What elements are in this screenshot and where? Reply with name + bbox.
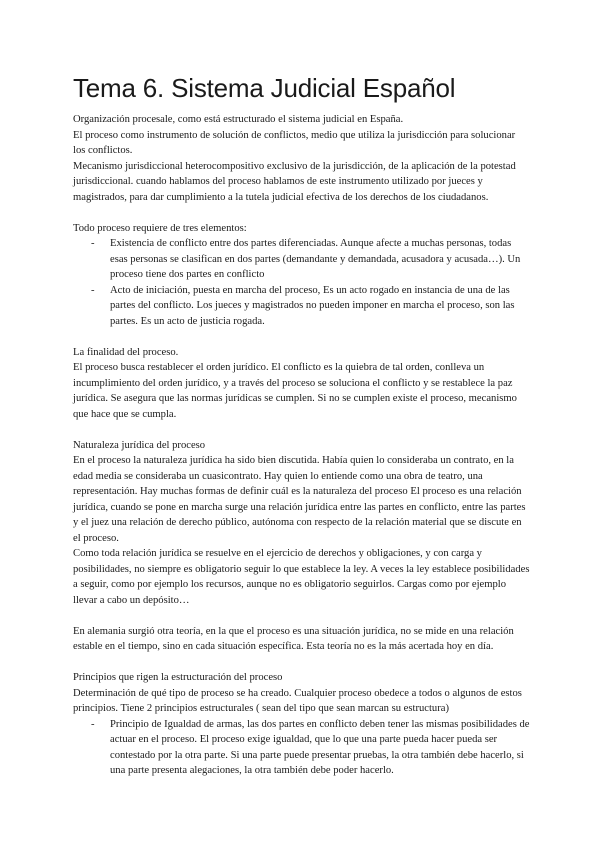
intro-paragraph-1: Organización procesale, como está estructurado el sistema judicial en España.: [73, 114, 404, 125]
naturaleza-text-3: En alemania surgió otra teoría, en la que el proceso es una situación jurídica, no se mide en una relación estable en el tiempo, sino en cada situación específica. Esta teoría no es la más acertada hoy en día.: [73, 625, 514, 652]
principios-heading: Principios que rigen la estructuración del proceso: [73, 672, 283, 683]
principios-text: Determinación de qué tipo de proceso se ha creado. Cualquier proceso obedece a todos o algunos de estos principios. Tiene 2 principios estructurales ( sean del tipo que sean marcan su estructura): [73, 687, 522, 714]
list-item: - Existencia de conflicto entre dos partes diferenciadas. Aunque afecte a muchas personas, todas esas personas se clasifican en dos partes (demandante y demandada, acusadora y acusada…). Un proceso tiene dos partes en conflicto: [91, 238, 521, 280]
dash-bullet: -: [91, 284, 95, 296]
dash-bullet: -: [91, 238, 95, 249]
intro-paragraph-3: Mecanismo jurisdiccional heterocompositivo exclusivo de la jurisdicción, de la aplicación de la potestad jurisdiccional. cuando hablamos del proceso hablamos de este instrumento utilizado por jueces y magistrados, para dar cumplimiento a la tutela judicial efectiva de los derechos de los ciudadanos.: [73, 160, 516, 203]
page-title: Tema 6. Sistema Judicial Español: [73, 73, 456, 103]
elements-list: [73, 236, 530, 329]
principios-list: [73, 717, 530, 779]
naturaleza-heading: Naturaleza jurídica del proceso: [73, 439, 206, 451]
intro-paragraph-2: El proceso como instrumento de solución de conflictos, medio que utiliza la jurisdicción para solucionar los conflictos.: [73, 129, 516, 156]
naturaleza-text-2: Como toda relación jurídica se resuelve en el ejercicio de derechos y obligaciones, y con carga y posibilidades, no siempre es obligatorio seguir lo que establece la ley. A veces la ley establece posibilidades a seguir, como por ejemplo los recursos, aunque no es obligatorio seguirlos. Cargas como por ejemplo llevar a cabo un depósito…: [73, 548, 530, 606]
finalidad-heading: La finalidad del proceso.: [73, 346, 179, 358]
elements-lead: Todo proceso requiere de tres elementos:: [73, 222, 247, 234]
naturaleza-text-1: En el proceso la naturaleza jurídica ha sido bien discutida. Había quien lo consideraba un contrato, en la edad media se consideraba un cuasicontrato. Hay quien lo entiende como una obra de teatro, una representación. Hay muchas formas de definir cuál es la naturaleza del proceso El proceso es una relación jurídica, cuando se pone en marcha surge una relación jurídica entre las partes en conflicto, entre las partes y el juez una relación de derecho público, autónoma con respecto de la relación material que se discute en el proceso.: [73, 455, 526, 544]
dash-bullet: -: [91, 718, 95, 730]
list-item: - Acto de iniciación, puesta en marcha del proceso, Es un acto rogado en instancia de una de las partes del conflicto. Los jueces y magistrados no pueden imponer en marcha el proceso, son las partes. Es un acto de justicia rogada.: [91, 284, 515, 327]
finalidad-text: El proceso busca restablecer el orden jurídico. El conflicto es la quiebra de tal orden, conlleva un incumplimiento del orden jurídico, y a través del proceso se soluciona el conflicto y se restablece la paz jurídica. Se asegura que las normas jurídicas se cumplen. Si no se cumplen existe el proceso, mecanismo que hace que se cumpla.: [73, 362, 517, 420]
list-item: - Principio de Igualdad de armas, las dos partes en conflicto deben tener las mismas posibilidades de actuar en el proceso. El proceso exige igualdad, que lo que una parte pueda hacer pueda ser contestado por la otra parte. Si una parte puede presentar pruebas, la otra también debe hacerlo, si una parte presenta alegaciones, la otra también debe poder hacerlo.: [91, 718, 530, 776]
